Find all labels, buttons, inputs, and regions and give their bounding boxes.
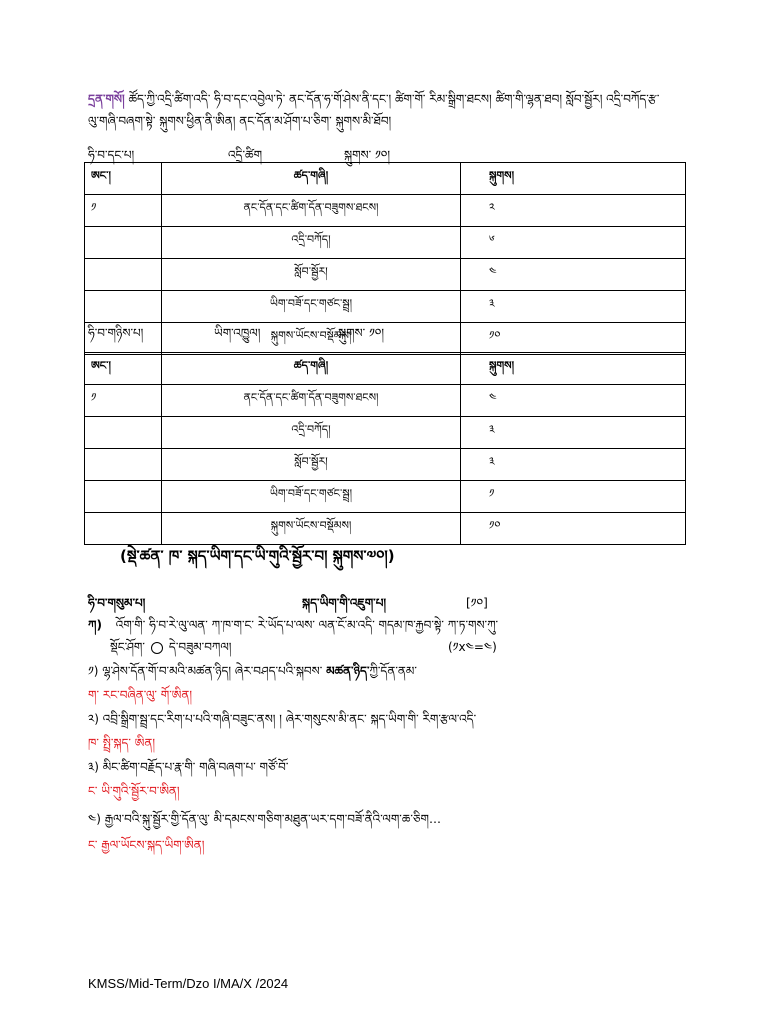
instruction-label: ཀ) [88,618,102,632]
question-4: ༤) རྒྱལ་བའི་སྐུ་སྦྱོར་གྱི་དོན་ལུ་ མི་དམངས་གཅིག་མཐུན་ཡར་དག་བཟོ་ནིའི་ལག་ཆ་ཅིག… [88,812,441,826]
instruction-line-2: སྡོང་ཤོག་ དེ་བཟུམ་བཀལ། (༡x༤=༤) [110,634,710,668]
section2-header [88,320,688,340]
table-row: ༡ ནང་དོན་དང་ཚིག་དོན་བཟུགས་ཐངས། ༢ [85,195,686,227]
section-kha-heading: (སྡེ་ཚན་ ཁ་ སྐད་ཡིག་དང་ཡི་གུའི་སྦྱོར་བ། སྐུགས་༧༠།) [120,547,395,565]
intro-line-1: དྲན་གསོ། ཚོད་ཀྱི་འདྲི་ཚིག་འདི་ ཧི་བ་དང་འབྱེལ་ཏེ་ ནང་དོན་ཧ་གོ་ཤེས་ནི་དང་། ཚིག་གོ་ རིམ་སྒྲིག་ཐངས། ཚིག་གི་ལྷན་ཐབ། སློབ་སྦྱོར། འདྲི་བཀོད་རྩ་ [88,92,660,106]
table-row: སྐུགས་ཡོངས་བསྡོམས། ༡༠ [85,323,686,355]
question-2: ༢) འབྲི་སྒྲིག་སྦྲ་དང་རིག་པ་པའི་གཞི་བཟུང་ནས། ། ཞེར་གསུངས་མི་ནང་ སྐད་ཡིག་གི་ རིག་རྩལ་འདི་ [88,712,477,726]
table-row: སློབ་སྦྱོར། ༤ [85,259,686,291]
table-row: ཡིག་བཟོ་དང་གཙང་སྦྲ། ༡ [85,481,686,513]
footer-code: KMSS/Mid-Term/Dzo I/MA/X /2024 [88,976,289,991]
answer-4: ང་ རྒྱལ་ཡོངས་སྐད་ཡིག་ཨིན། [88,838,205,852]
col-number-header: ཨང་། [85,163,162,195]
radio-circle-icon [151,642,163,654]
section1-part: ཧི་བ་དང་པ། [88,148,135,162]
section1-name: འདྲི་ཚིག [228,148,263,162]
col-criteria-header: ཚད་གཞི། [162,163,461,195]
col-marks-header: སྐུགས། [461,353,686,385]
section2-marks: སྐུགས་ ༡༠། [338,326,385,340]
section3 [88,590,688,860]
section3-name: སྐད་ཡིག་གི་འཇུག་པ། [302,596,387,610]
section2-name: ཡིག་འཁྱུལ། [214,326,261,340]
section1-header [88,142,688,162]
intro-line-2: ལུ་གཞི་བཞག་སྟེ་ སྐུགས་ཕྱིན་ནི་ཨིན། ནང་དོན་མ་ཤོག་པ་ཅིག་ སྐུགས་མི་ཐོབ། [88,114,392,128]
col-marks-header: སྐུགས། [461,163,686,195]
col-number-header: ཨང་། [85,353,162,385]
section3-part: ཧི་བ་གསུམ་པ། [88,596,146,610]
table-header-row [85,353,686,385]
section2-table [84,352,686,545]
table-row: སྐུགས་ཡོངས་བསྡོམས། ༡༠ [85,513,686,545]
instruction-line-1: ཀ) འོག་གི་ ཧི་བ་རེ་ལུ་ལན་ ཀ་ཁ་ག་ང་ རེ་ཡོད་པ་ལས་ ལན་ངོ་མ་འདི་ གདམ་ཁ་རྐྱབ་སྟེ་ ཀ་ཏ་གས་ཀུ་ [88,618,499,632]
question-3: ༣) མིང་ཚིག་བརྗོད་པ་རྣ་གི་ གཞི་བཞག་པ་ གཙོ་བོ་ [88,760,289,774]
section2-part: ཧི་བ་གཉིས་པ། [88,326,144,340]
table-row: འདྲི་བཀོད། ༦ [85,227,686,259]
section1-marks: སྐུགས་ ༡༠། [344,148,391,162]
answer-3: ང་ ཡི་གུའི་སྦྱོར་བ་ཨིན། [88,784,180,798]
table-header-row [85,163,686,195]
answer-1: ག་ རང་བཞིན་ལུ་ གོ་ཨིན། [88,688,193,702]
intro-label: དྲན་གསོ། [88,92,125,106]
section3-marks: [༡༠] [466,596,488,610]
col-criteria-header: ཚད་གཞི། [162,353,461,385]
table-row: ༡ ནང་དོན་དང་ཚིག་དོན་བཟུགས་ཐངས། ༤ [85,385,686,417]
table-row: འདྲི་བཀོད། ༣ [85,417,686,449]
table-row: སློབ་སྦྱོར། ༣ [85,449,686,481]
answer-2: ཁ་ སྤྲི་སྐད་ ཨིན། [88,736,156,750]
question-1: ༡) ལྷ་ཤེས་དོན་གོ་བ་མའི་མཚན་ཉིད། ཞེར་བཤད་པའི་སྐབས་ མཚན་ཉིད་ཀྱི་དོན་ནམ་ [88,664,417,678]
intro-note [88,88,688,132]
table-row: ཡིག་བཟོ་དང་གཙང་སྦྲ། ༣ [85,291,686,323]
instruction-marks: (༡x༤=༤) [448,640,497,654]
